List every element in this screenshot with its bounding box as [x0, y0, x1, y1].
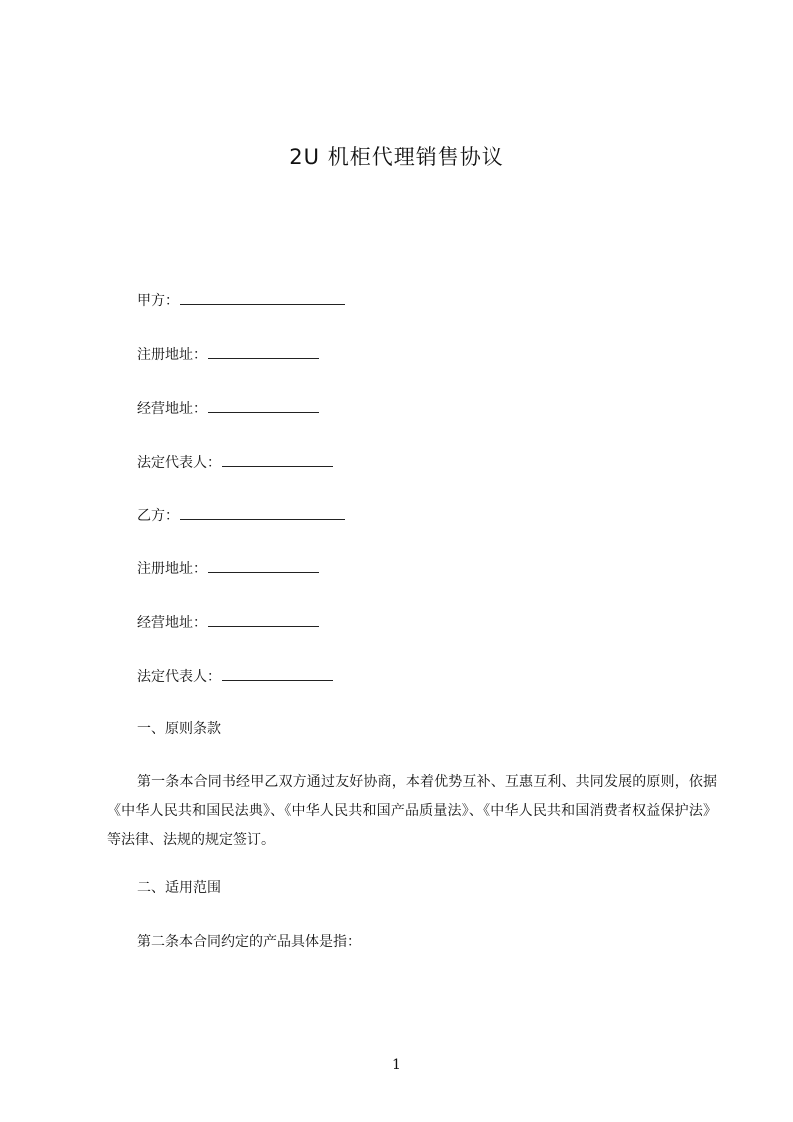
document-title: 2U 机柜代理销售协议 — [289, 145, 504, 169]
party-a-legal-rep-label: 法定代表人： — [137, 455, 221, 471]
party-b-legal-rep-label: 法定代表人： — [137, 669, 221, 685]
party-a-legal-rep-blank[interactable] — [222, 452, 333, 467]
section-1-heading: 一、原则条款 — [137, 721, 221, 737]
party-a-blank[interactable] — [180, 290, 345, 305]
party-a-biz-address-blank[interactable] — [208, 398, 319, 413]
party-b-biz-address-blank[interactable] — [208, 612, 319, 627]
party-a-biz-address-label: 经营地址： — [137, 401, 207, 417]
party-b-reg-address-field — [137, 558, 319, 579]
party-b-biz-address-field — [137, 612, 319, 633]
article-2-paragraph: 第二条本合同约定的产品具体是指： — [137, 934, 361, 950]
party-b-label: 乙方： — [137, 508, 179, 524]
party-a-reg-address-label: 注册地址： — [137, 347, 207, 363]
party-b-legal-rep-field — [137, 666, 333, 687]
party-b-reg-address-label: 注册地址： — [137, 561, 207, 577]
party-a-legal-rep-field — [137, 452, 333, 473]
page-number: 1 — [392, 1057, 401, 1073]
party-a-biz-address-field — [137, 398, 319, 419]
party-a-reg-address-blank[interactable] — [208, 344, 319, 359]
party-b-legal-rep-blank[interactable] — [222, 666, 333, 681]
party-a-reg-address-field — [137, 344, 319, 365]
party-b-biz-address-label: 经营地址： — [137, 615, 207, 631]
party-b-reg-address-blank[interactable] — [208, 558, 319, 573]
party-a-field — [137, 290, 345, 311]
section-2-heading: 二、适用范围 — [137, 880, 221, 896]
party-b-blank[interactable] — [180, 505, 345, 520]
party-a-label: 甲方： — [137, 293, 179, 309]
party-b-field — [137, 505, 345, 526]
article-1-paragraph: 第一条本合同书经甲乙双方通过友好协商，本着优势互补、互惠互利、共同发展的原则，依据《中华人民共和国民法典》、《中华人民共和国产品质量法》、《中华人民共和国消费者权益保护法》等法律、法规的规定签订。 — [107, 774, 717, 848]
